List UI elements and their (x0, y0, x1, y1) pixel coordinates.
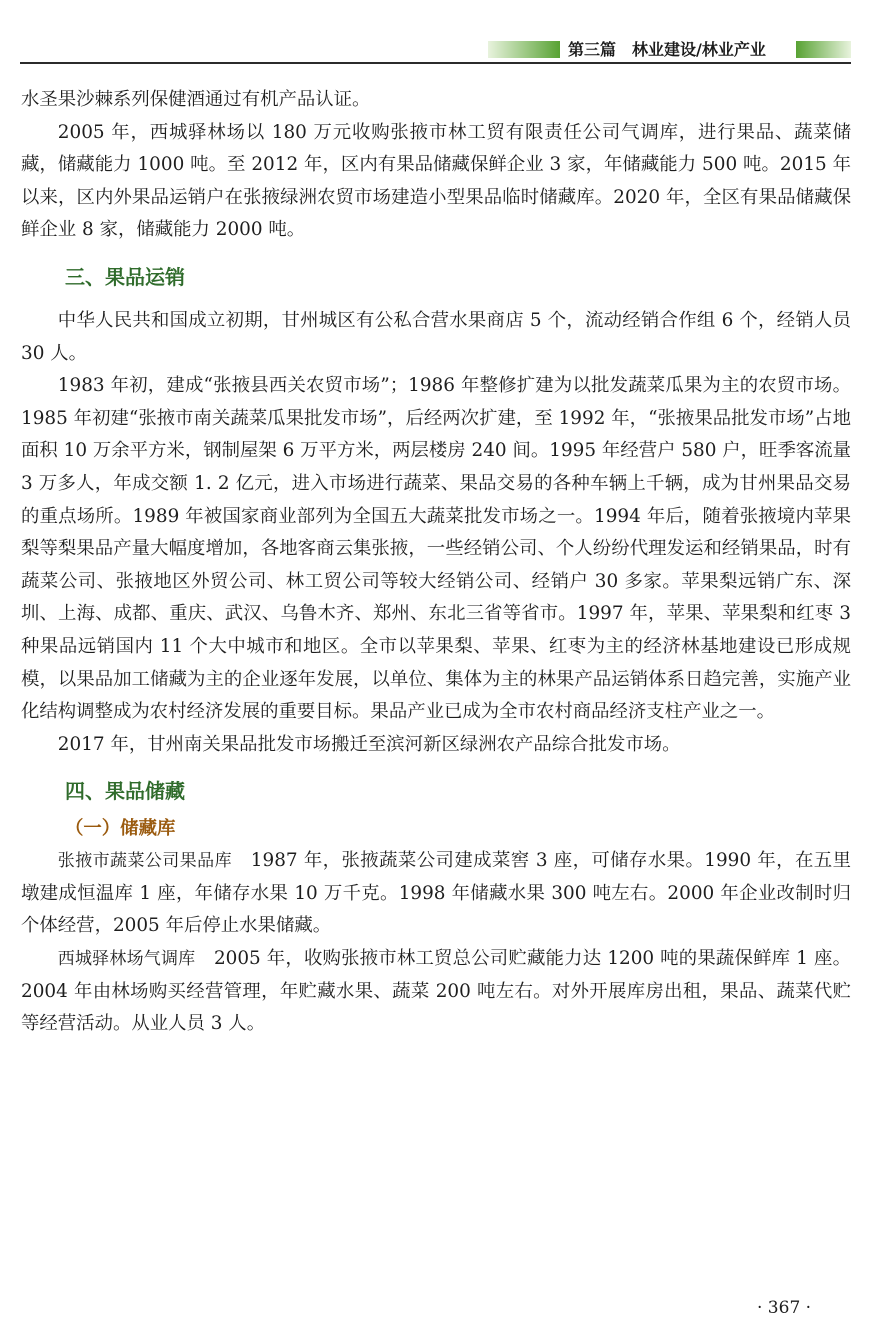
running-title: 第三篇 林业建设/林业产业 (568, 40, 766, 59)
subsection-heading-storage-facilities: （一）储藏库 (65, 818, 176, 840)
paragraph-early-prc: 中华人民共和国成立初期，甘州城区有公私合营水果商店 5 个，流动经销合作组 6 个，经销人员 30 人。 (21, 309, 851, 364)
paragraph-continued: 水圣果沙棘系列保健酒通过有机产品认证。 (21, 89, 371, 110)
header-green-bar-left (488, 41, 560, 58)
section-heading-fruit-marketing: 三、果品运销 (65, 264, 185, 289)
paragraph-market-history: 1983 年初，建成“张掖县西关农贸市场”；1986 年整修扩建为以批发蔬菜瓜果为主的农贸市场。1985 年初建“张掖市南关蔬菜瓜果批发市场”，后经两次扩建，至 1992 年，“张掖果品批发市场”占地面积 10 万余平方米，钢制屋架 6 万平方米，两层楼房 240 间。1995 年经营户 580 户，旺季客流量 3 万多人，年成交额 1. 2 亿元，进入市场进行蔬菜、果品交易的各种车辆上千辆，成为甘州果品交易的重点场所。1989 年被国家商业部列为全国五大蔬菜批发市场之一。1994 年后，随着张掖境内苹果梨等梨果品产量大幅度增加，各地客商云集张掖，一些经销公司、个人纷纷代理发运和经销果品，时有蔬菜公司、张掖地区外贸公司、林工贸公司等较大经销公司、经销户 30 多家。苹果梨远销广东、深圳、上海、成都、重庆、武汉、乌鲁木齐、郑州、东北三省等省市。1997 年，苹果、苹果梨和红枣 3 种果品远销国内 11 个大中城市和地区。全市以苹果梨、苹果、红枣为主的经济林基地建设已形成规模，以果品加工储藏为主的企业逐年发展，以单位、集体为主的林果产品运销体系日趋完善，实施产业化结构调整成为农村经济发展的重要目标。果品产业已成为全市农村商品经济支柱产业之一。 (21, 375, 852, 723)
entry-vegetable-company-storage (21, 845, 851, 943)
paragraph-storage-2005: 2005 年，西城驿林场以 180 万元收购张掖市林工贸有限责任公司气调库，进行果品、蔬菜储藏，储藏能力 1000 吨。至 2012 年，区内有果品储藏保鲜企业 3 家，年储藏能力 500 吨。2015 年以来，区内外果品运销户在张掖绿洲农贸市场建造小型果品临时储藏库。2020 年，全区有果品储藏保鲜企业 8 家，储藏能力 2000 吨。 (21, 121, 851, 241)
entry-run-in-title: 西城驿林场气调库 (57, 949, 196, 970)
header-rule (20, 62, 851, 64)
paragraph-market-relocation: 2017 年，甘州南关果品批发市场搬迁至滨河新区绿洲农产品综合批发市场。 (57, 733, 681, 755)
page-number: · 367 · (757, 1298, 812, 1318)
entry-xichengyi-storage (21, 943, 851, 1041)
section-heading-fruit-storage: 四、果品储藏 (65, 779, 185, 804)
entry-text: 1987 年，张掖蔬菜公司建成菜窖 3 座，可储存水果。1990 年，在五里墩建成恒温库 1 座，年储存水果 10 万千克。1998 年储藏水果 300 吨左右。2000 年企业改制时归个体经营，2005 年后停止水果储藏。 (21, 850, 851, 937)
entry-text: 2005 年，收购张掖市林工贸总公司贮藏能力达 1200 吨的果蔬保鲜库 1 座。2004 年由林场购买经营管理，年贮藏水果、蔬菜 200 吨左右。对外开展库房出租，果品、蔬菜代贮等经营活动。从业人员 3 人。 (21, 948, 851, 1035)
page-body (21, 84, 851, 1041)
running-header (20, 38, 851, 62)
entry-run-in-title: 张掖市蔬菜公司果品库 (57, 851, 232, 872)
header-green-bar-right (796, 41, 851, 58)
